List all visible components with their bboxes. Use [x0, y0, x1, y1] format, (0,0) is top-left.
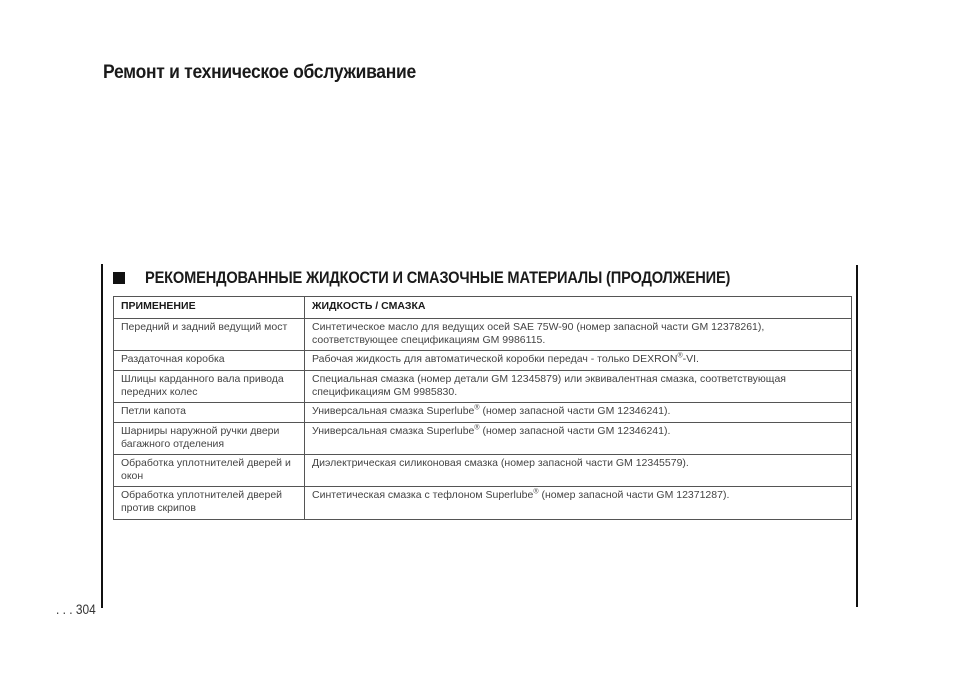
right-margin-rule — [856, 265, 858, 607]
black-square-bullet-icon — [113, 272, 125, 284]
application-cell: Обработка уплотнителей дверей против скрипов — [114, 487, 305, 520]
fluids-lubricants-table — [113, 296, 852, 520]
fluid-text: Универсальная смазка Superlube — [312, 405, 475, 417]
table-row — [114, 319, 852, 351]
column-header-fluid: ЖИДКОСТЬ / СМАЗКА — [305, 297, 852, 319]
fluid-text: (номер запасной части GM 12346241). — [479, 425, 671, 437]
page-title: Ремонт и техническое обслуживание — [103, 62, 416, 83]
column-header-application: ПРИМЕНЕНИЕ — [114, 297, 305, 319]
fluid-text: Синтетическая смазка с тефлоном Superlube — [312, 489, 534, 501]
application-cell: Раздаточная коробка — [114, 351, 305, 371]
page-number: . . . 304 — [56, 601, 96, 617]
registered-mark: ® — [474, 424, 480, 432]
fluid-text: Универсальная смазка Superlube — [312, 425, 475, 437]
fluid-cell: Синтетическое масло для ведущих осей SAE 75W-90 (номер запасной части GM 12378261), соответствующее спецификациям GM 9986115. — [305, 319, 852, 351]
table-row — [114, 351, 852, 371]
registered-mark: ® — [677, 352, 683, 360]
fluid-text: (номер запасной части GM 12371287). — [538, 489, 730, 501]
fluid-cell — [305, 487, 852, 520]
fluid-text: (номер запасной части GM 12346241). — [479, 405, 671, 417]
section-heading-text: РЕКОМЕНДОВАННЫЕ ЖИДКОСТИ И СМАЗОЧНЫЕ МАТЕРИАЛЫ (ПРОДОЛЖЕНИЕ) — [145, 268, 731, 287]
registered-mark: ® — [474, 404, 480, 412]
fluid-text: Рабочая жидкость для автоматической коробки передач - только DEXRON — [312, 353, 678, 365]
table-row — [114, 371, 852, 403]
table-row — [114, 423, 852, 455]
table-row — [114, 455, 852, 487]
table-header-row — [114, 297, 852, 319]
table-row — [114, 487, 852, 520]
application-cell: Шлицы карданного вала привода передних колес — [114, 371, 305, 403]
fluid-cell — [305, 351, 852, 371]
application-cell: Шарниры наружной ручки двери багажного отделения — [114, 423, 305, 455]
application-cell: Обработка уплотнителей дверей и окон — [114, 455, 305, 487]
fluid-cell — [305, 423, 852, 455]
left-margin-rule — [101, 264, 103, 608]
application-cell: Передний и задний ведущий мост — [114, 319, 305, 351]
table-row — [114, 403, 852, 423]
fluid-cell: Диэлектрическая силиконовая смазка (номер запасной части GM 12345579). — [305, 455, 852, 487]
registered-mark: ® — [533, 488, 539, 496]
fluid-cell: Специальная смазка (номер детали GM 12345879) или эквивалентная смазка, соответствующая спецификациям GM 9985830. — [305, 371, 852, 403]
fluid-text: -VI. — [682, 353, 699, 365]
application-cell: Петли капота — [114, 403, 305, 423]
section-heading — [113, 268, 826, 288]
fluid-cell — [305, 403, 852, 423]
